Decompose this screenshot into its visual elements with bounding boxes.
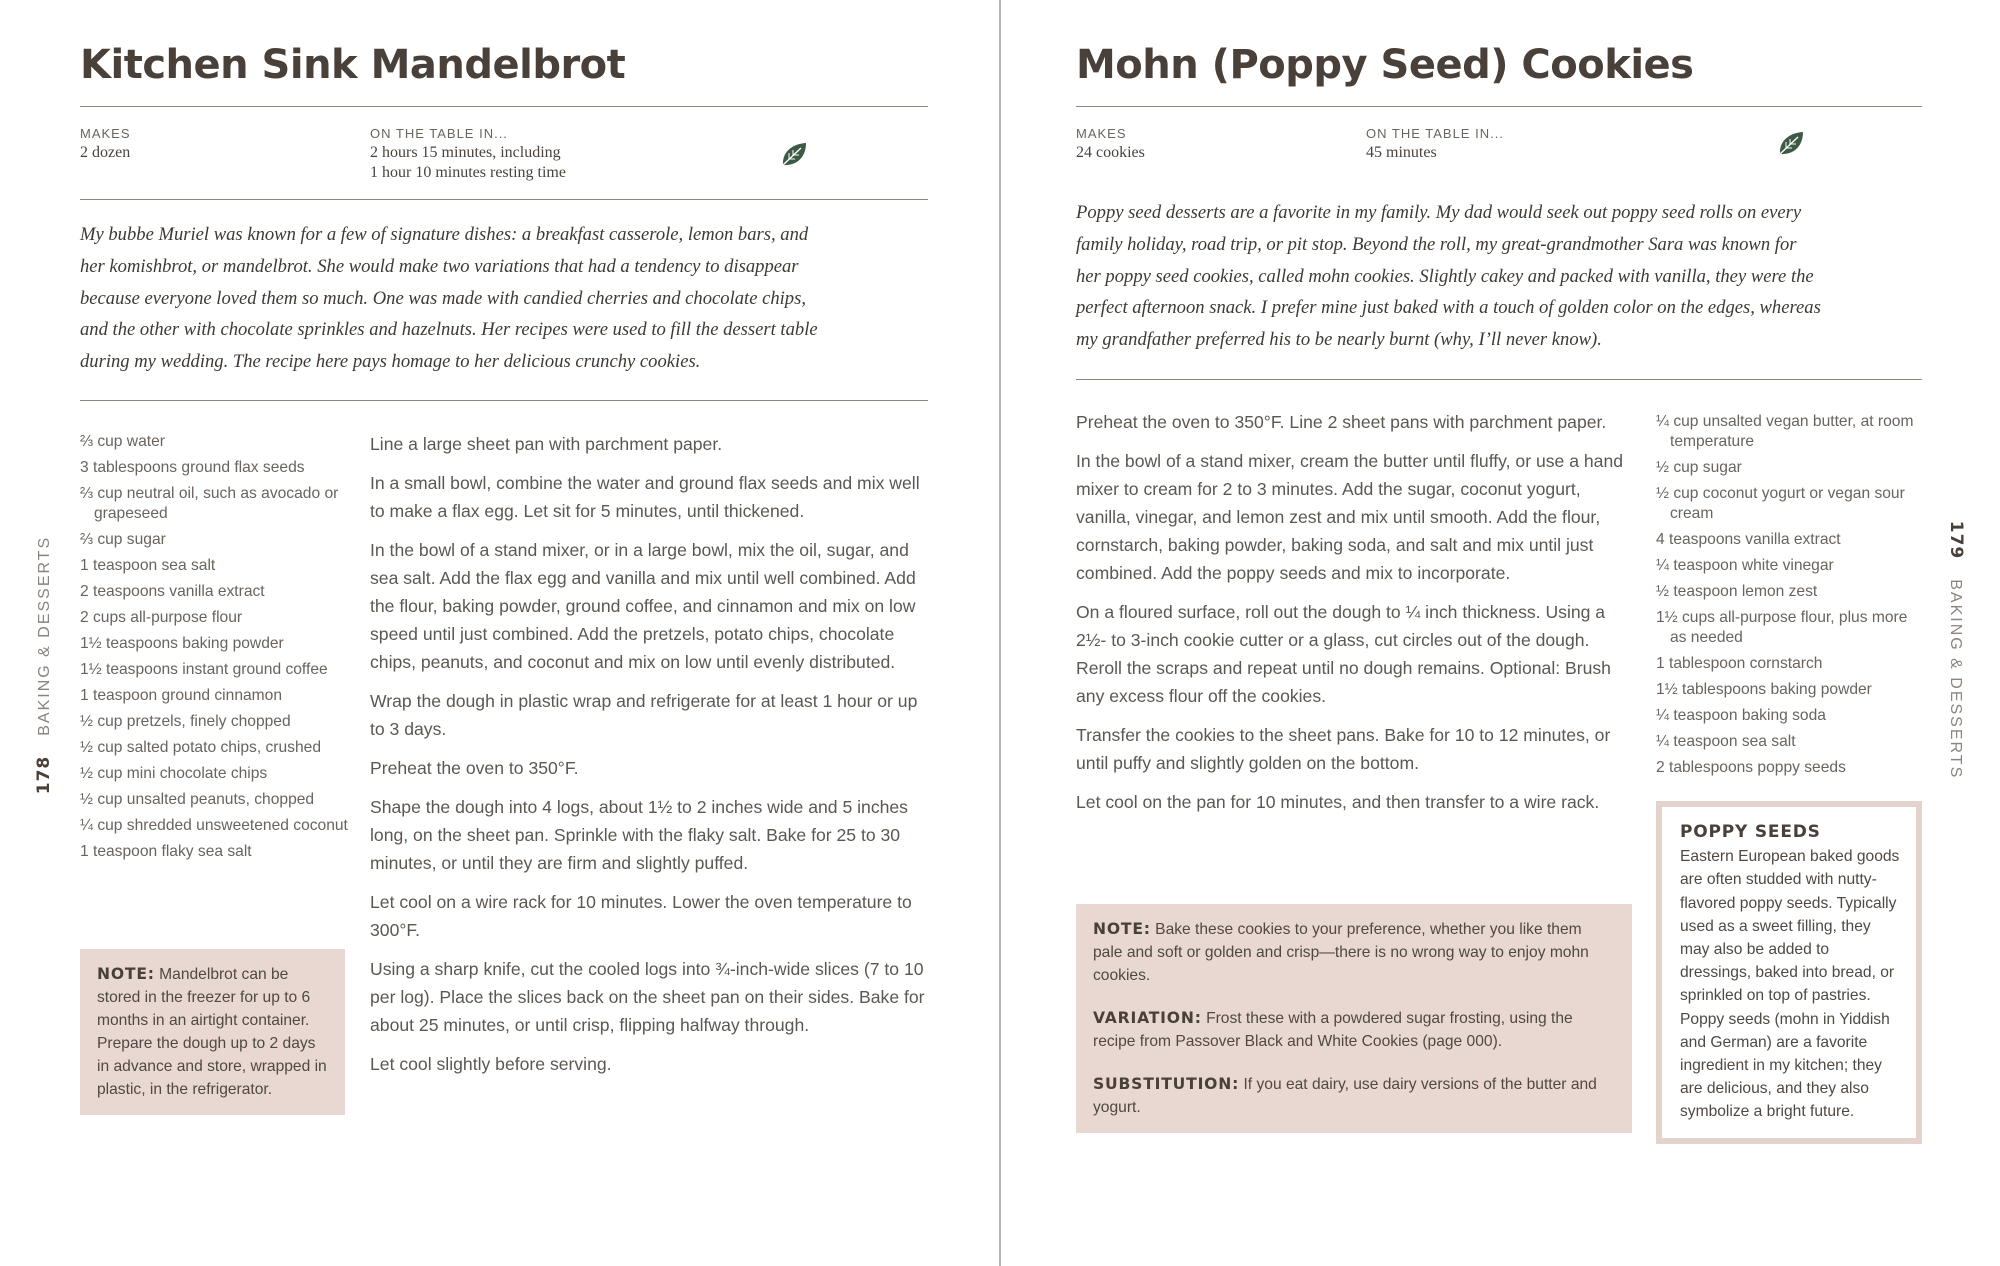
intro-line: her komishbrot, or mandelbrot. She would make two variations that had a tendency to disappear [80, 255, 799, 277]
makes-label: MAKES [1076, 126, 1127, 141]
page-title: Mohn (Poppy Seed) Cookies [1076, 42, 1694, 88]
variation-label: VARIATION: [1093, 1009, 1202, 1027]
note-label: NOTE: [97, 965, 155, 983]
ingredient-item: 2 teaspoons vanilla extract [80, 583, 265, 600]
note-label: NOTE: [1093, 920, 1151, 938]
step-paragraph: Let cool slightly before serving. [370, 1054, 612, 1074]
step-paragraph: Let cool on the pan for 10 minutes, and then transfer to a wire rack. [1076, 792, 1600, 812]
ingredient-item: 1½ teaspoons baking powder [80, 635, 284, 652]
step-paragraph: Preheat the oven to 350°F. Line 2 sheet pans with parchment paper. [1076, 412, 1607, 432]
page-folio [1946, 521, 1966, 779]
page-folio [34, 536, 54, 794]
divider [1076, 379, 1922, 380]
ingredient-item: ⅔ cup neutral oil, such as avocado or grapeseed [80, 485, 339, 522]
ingredient-item: ¼ teaspoon white vinegar [1656, 557, 1834, 574]
leaf-icon [779, 139, 809, 169]
ingredient-item: ⅔ cup sugar [80, 531, 166, 548]
ingredient-item: 1½ teaspoons instant ground coffee [80, 661, 328, 678]
intro-line: during my wedding. The recipe here pays homage to her delicious crunchy cookies. [80, 351, 701, 373]
ingredient-item: 2 tablespoons poppy seeds [1656, 759, 1846, 776]
step-paragraph: Shape the dough into 4 logs, about 1½ to 2 inches wide and 5 inches long, on the sheet pan. Sprinkle with the flaky salt. Bake for 25 to 30 minutes, or until they are firm and slightly puffed. [370, 797, 908, 873]
intro-line: perfect afternoon snack. I prefer mine just baked with a touch of golden color on the edges, whereas [1076, 297, 1821, 319]
page-number: 179 [1946, 520, 1966, 560]
ingredient-item: ½ cup unsalted peanuts, chopped [80, 791, 315, 808]
intro-paragraph [80, 219, 930, 378]
note-box [80, 949, 345, 1115]
variation-paragraph [1093, 1007, 1614, 1053]
ingredient-item: ¼ teaspoon baking soda [1656, 707, 1826, 724]
ingredient-item: ¼ cup unsalted vegan butter, at room temperature [1656, 413, 1914, 450]
ingredient-item: ⅔ cup water [80, 433, 165, 450]
time-label: ON THE TABLE IN... [370, 126, 508, 141]
ingredient-item: ½ cup mini chocolate chips [80, 765, 268, 782]
divider [80, 400, 928, 401]
step-paragraph: On a floured surface, roll out the dough to ¼ inch thickness. Using a 2½- to 3-inch cookie cutter or a glass, cut circles out of the dough. Reroll the scraps and repeat until no dough remains. Optional: Brush any excess flour off the cookies. [1076, 602, 1611, 706]
ingredient-item: 1½ tablespoons baking powder [1656, 681, 1872, 698]
makes-value: 24 cookies [1076, 144, 1145, 161]
intro-line: because everyone loved them so much. One was made with candied cherries and chocolate chips, [80, 287, 806, 309]
ingredient-item: 1½ cups all-purpose flour, plus more as needed [1656, 609, 1908, 646]
sidebar-title: POPPY SEEDS [1680, 822, 1821, 842]
makes-value: 2 dozen [80, 144, 131, 161]
note-paragraph [1093, 918, 1614, 987]
intro-line: and the other with chocolate sprinkles and hazelnuts. Her recipes were used to fill the dessert table [80, 319, 818, 341]
ingredient-item: ¼ teaspoon sea salt [1656, 733, 1796, 750]
step-paragraph: Transfer the cookies to the sheet pans. Bake for 10 to 12 minutes, or until puffy and slightly golden on the bottom. [1076, 725, 1611, 773]
step-paragraph: In the bowl of a stand mixer, cream the butter until fluffy, or use a hand mixer to cream for 2 to 3 minutes. Add the sugar, coconut yogurt, vanilla, vinegar, and lemon zest and mix until smooth. Add the flour, cornstarch, baking powder, baking soda, and salt and mix until just combined. Add the poppy seeds and mix to incorporate. [1076, 451, 1624, 583]
note-text: Bake these cookies to your preference, whether you like them pale and soft or golden and crisp—there is no wrong way to enjoy mohn cookies. [1093, 921, 1589, 984]
substitution-label: SUBSTITUTION: [1093, 1075, 1240, 1093]
time-value-line: 1 hour 10 minutes resting time [370, 164, 566, 181]
section-name: BAKING & DESSERTS [36, 535, 53, 736]
variation-text: Frost these with a powdered sugar frosting, using the recipe from Passover Black and White Cookies (page 000). [1093, 1010, 1573, 1050]
makes-label: MAKES [80, 126, 131, 141]
ingredient-item: 1 teaspoon flaky sea salt [80, 843, 252, 860]
intro-line: family holiday, road trip, or pit stop. Beyond the roll, my great-grandmother Sara was known for [1076, 233, 1797, 255]
section-name: BAKING & DESSERTS [1947, 579, 1964, 780]
note-box [1076, 904, 1632, 1133]
time-value: 45 minutes [1366, 144, 1437, 161]
note-text: Mandelbrot can be stored in the freezer for up to 6 months in an airtight container. Prepare the dough up to 2 days in advance and store, wrapped in plastic, in the refrigerator. [97, 966, 327, 1098]
ingredient-item: 3 tablespoons ground flax seeds [80, 459, 305, 476]
time-label: ON THE TABLE IN... [1366, 126, 1504, 141]
intro-line: her poppy seed cookies, called mohn cookies. Slightly cakey and packed with vanilla, they were the [1076, 265, 1814, 287]
leaf-icon [1776, 128, 1806, 158]
intro-line: Poppy seed desserts are a favorite in my family. My dad would seek out poppy seed rolls on every [1076, 202, 1802, 223]
sidebar-text: Eastern European baked goods are often studded with nutty-flavored poppy seeds. Typically used as a sweet filling, they may also be added to dressings, baked into bread, or sprinkled on top of pastries. Poppy seeds (mohn in Yiddish and German) are a favorite ingredient in my kitchen; they are delicious, and they also symbolize a bright future. [1680, 848, 1900, 1121]
poppy-seeds-sidebar [1656, 801, 1922, 1144]
substitution-paragraph [1093, 1073, 1614, 1119]
time-value-line: 2 hours 15 minutes, including [370, 144, 561, 161]
note-paragraph [97, 963, 329, 1101]
page-title: Kitchen Sink Mandelbrot [80, 42, 626, 88]
recipe-steps [370, 430, 930, 1089]
intro-line: my grandfather preferred his to be nearly burnt (why, I’ll never know). [1076, 329, 1602, 351]
ingredient-item: ½ cup pretzels, finely chopped [80, 713, 291, 730]
ingredient-item: ½ teaspoon lemon zest [1656, 583, 1818, 600]
divider [80, 199, 928, 200]
step-paragraph: Line a large sheet pan with parchment paper. [370, 434, 723, 454]
ingredient-item: 4 teaspoons vanilla extract [1656, 531, 1841, 548]
ingredient-item: ½ cup salted potato chips, crushed [80, 739, 321, 756]
intro-paragraph [1076, 197, 1926, 356]
ingredient-item: 1 teaspoon sea salt [80, 557, 216, 574]
ingredient-item: 1 teaspoon ground cinnamon [80, 687, 283, 704]
ingredient-list [1656, 412, 1926, 784]
page-number: 178 [34, 755, 54, 795]
time-value [370, 143, 566, 183]
substitution-text: If you eat dairy, use dairy versions of the butter and yogurt. [1093, 1076, 1597, 1116]
intro-line: My bubbe Muriel was known for a few of signature dishes: a breakfast casserole, lemon bars, and [80, 224, 809, 245]
step-paragraph: Using a sharp knife, cut the cooled logs into ¾-inch-wide slices (7 to 10 per log). Place the slices back on the sheet pan on their sides. Bake for about 25 minutes, or until crisp, flipping halfway through. [370, 959, 925, 1035]
ingredient-item: ½ cup coconut yogurt or vegan sour cream [1656, 485, 1905, 522]
step-paragraph: In the bowl of a stand mixer, or in a large bowl, mix the oil, sugar, and sea salt. Add the flax egg and vanilla and mix until well combined. Add the flour, baking powder, ground coffee, and cinnamon and mix on low speed until just combined. Add the pretzels, potato chips, chocolate chips, peanuts, and coconut and mix on low until evenly distributed. [370, 540, 916, 672]
ingredient-item: ½ cup sugar [1656, 459, 1742, 476]
step-paragraph: Wrap the dough in plastic wrap and refrigerate for at least 1 hour or up to 3 days. [370, 691, 918, 739]
page-gutter [999, 0, 1001, 1266]
ingredient-item: 2 cups all-purpose flour [80, 609, 243, 626]
divider [1076, 106, 1922, 107]
ingredient-list [80, 432, 352, 868]
step-paragraph: In a small bowl, combine the water and ground flax seeds and mix well to make a flax egg. Let sit for 5 minutes, until thickened. [370, 473, 920, 521]
recipe-steps [1076, 408, 1636, 827]
divider [80, 106, 928, 107]
step-paragraph: Preheat the oven to 350°F. [370, 758, 579, 778]
ingredient-item: ¼ cup shredded unsweetened coconut [80, 817, 348, 834]
ingredient-item: 1 tablespoon cornstarch [1656, 655, 1823, 672]
step-paragraph: Let cool on a wire rack for 10 minutes. Lower the oven temperature to 300°F. [370, 892, 912, 940]
